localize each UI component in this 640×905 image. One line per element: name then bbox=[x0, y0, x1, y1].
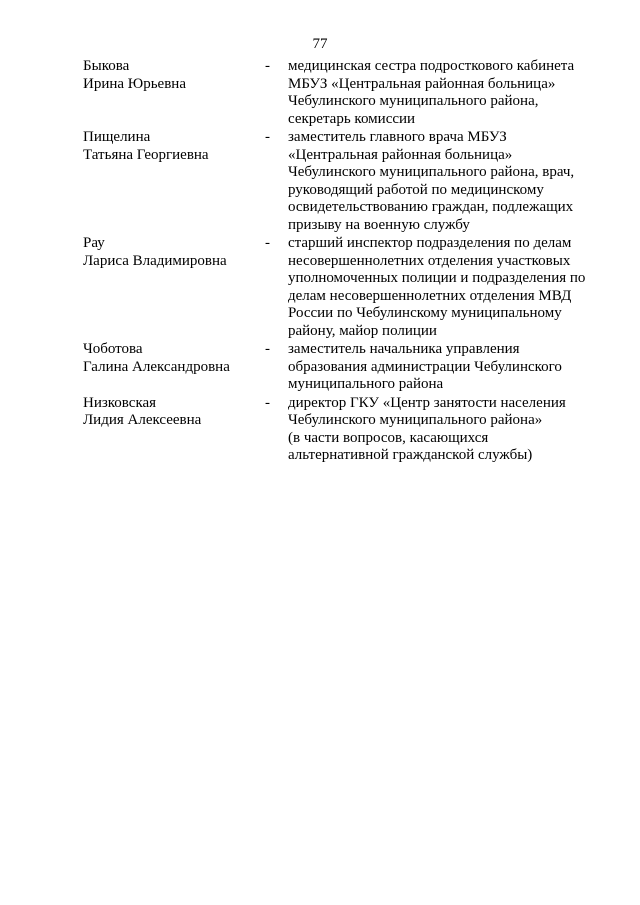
position-line: руководящий работой по медицинскому bbox=[288, 181, 544, 198]
position-line: старший инспектор подразделения по делам bbox=[288, 235, 572, 251]
position-line: Чебулинского муниципального района, врач, bbox=[288, 164, 575, 180]
member-name bbox=[83, 58, 258, 93]
position-line: секретарь комиссии bbox=[288, 110, 416, 127]
dash-separator: - bbox=[265, 341, 270, 357]
member-position bbox=[288, 58, 613, 128]
member-name bbox=[83, 341, 258, 376]
member-position bbox=[288, 129, 613, 234]
member-position bbox=[288, 341, 613, 394]
member-position bbox=[288, 395, 613, 465]
position-line: Чебулинского муниципального района, bbox=[288, 93, 539, 109]
member-name bbox=[83, 235, 258, 270]
dash-separator: - bbox=[265, 394, 270, 411]
position-line: «Центральная районная больница» bbox=[288, 146, 513, 163]
dash-separator: - bbox=[265, 58, 270, 74]
list-item bbox=[83, 58, 613, 128]
surname: Быкова bbox=[83, 58, 130, 74]
position-line: образования администрации Чебулинского bbox=[288, 358, 562, 375]
given-names: Лариса Владимировна bbox=[83, 252, 227, 269]
member-position bbox=[288, 235, 613, 340]
surname: Чоботова bbox=[83, 341, 143, 357]
member-name bbox=[83, 129, 258, 164]
position-line: несовершеннолетних отделения участковых bbox=[288, 252, 571, 269]
given-names: Татьяна Георгиевна bbox=[83, 146, 209, 163]
position-line: МБУЗ «Центральная районная больница» bbox=[288, 75, 556, 92]
position-line: альтернативной гражданской службы) bbox=[288, 447, 533, 463]
position-line: Чебулинского муниципального района» bbox=[288, 412, 543, 428]
position-line: (в части вопросов, касающихся bbox=[288, 429, 489, 446]
position-line: медицинская сестра подросткового кабинета bbox=[288, 58, 575, 74]
members-list bbox=[83, 58, 613, 466]
member-name bbox=[83, 395, 258, 430]
position-line: уполномоченных полиции и подразделения по bbox=[288, 270, 586, 286]
position-line: России по Чебулинскому муниципальному bbox=[288, 305, 562, 321]
position-line: району, майор полиции bbox=[288, 322, 437, 339]
position-line: директор ГКУ «Центр занятости населения bbox=[288, 394, 566, 411]
dash-separator: - bbox=[265, 129, 270, 145]
list-item bbox=[83, 129, 613, 234]
position-line: муниципального района bbox=[288, 376, 444, 392]
surname: Рау bbox=[83, 235, 105, 251]
surname: Пищелина bbox=[83, 129, 151, 145]
page-number: 77 bbox=[312, 36, 328, 52]
list-item bbox=[83, 235, 613, 340]
given-names: Лидия Алексеевна bbox=[83, 412, 202, 428]
surname: Низковская bbox=[83, 394, 157, 411]
given-names: Галина Александровна bbox=[83, 358, 230, 375]
position-line: освидетельствованию граждан, подлежащих bbox=[288, 199, 574, 215]
position-line: делам несовершеннолетних отделения МВД bbox=[288, 287, 572, 304]
dash-separator: - bbox=[265, 235, 270, 251]
position-line: призыву на военную службу bbox=[288, 216, 470, 233]
list-item bbox=[83, 341, 613, 394]
position-line: заместитель начальника управления bbox=[288, 341, 520, 357]
given-names: Ирина Юрьевна bbox=[83, 75, 186, 92]
list-item bbox=[83, 395, 613, 465]
position-line: заместитель главного врача МБУЗ bbox=[288, 129, 507, 145]
